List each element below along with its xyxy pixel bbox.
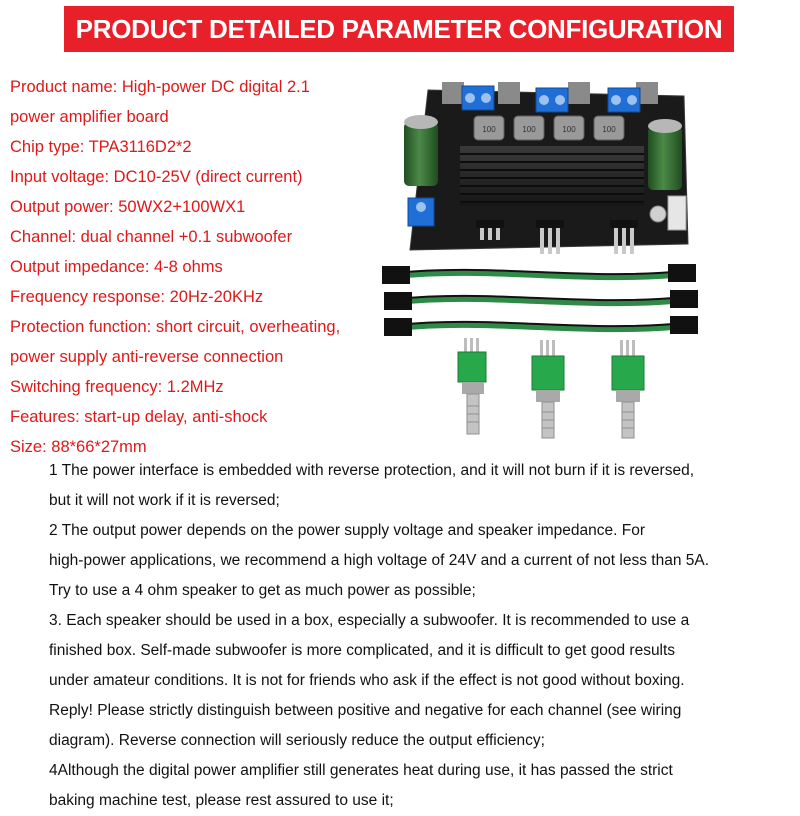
inductor-marking: 100 (482, 125, 496, 134)
note-line: baking machine test, please rest assured to use it; (49, 792, 394, 809)
note-line: 4Although the digital power amplifier still generates heat during use, it has passed the strict (49, 762, 673, 779)
spec-line-product-name-cont: power amplifier board (10, 108, 169, 126)
note-line: finished box. Self-made subwoofer is more complicated, and it is difficult to get good results (49, 642, 676, 659)
note-line: but it will not work if it is reversed; (49, 492, 280, 509)
banner-title: PRODUCT DETAILED PARAMETER CONFIGURATION (75, 13, 723, 44)
inductor-marking: 100 (562, 125, 576, 134)
spec-line-features: Features: start-up delay, anti-shock (10, 408, 268, 426)
note-line: Try to use a 4 ohm speaker to get as much power as possible; (49, 582, 476, 599)
note-line: high-power applications, we recommend a high voltage of 24V and a current of not less than 5A. (49, 552, 710, 569)
ribbon-cable-photo (368, 262, 708, 344)
amplifier-board-photo (398, 74, 698, 260)
spec-line-output-impedance: Output impedance: 4-8 ohms (10, 258, 223, 276)
note-line: 1 The power interface is embedded with reverse protection, and it will not burn if it is reversed, (49, 462, 695, 479)
note-line: Reply! Please strictly distinguish between positive and negative for each channel (see wiring (49, 702, 682, 719)
spec-line-channel: Channel: dual channel +0.1 subwoofer (10, 228, 293, 246)
spec-line-size: Size: 88*66*27mm (10, 438, 147, 456)
note-line: 3. Each speaker should be used in a box, especially a subwoofer. It is recommended to use a (49, 612, 690, 629)
title-banner (64, 6, 734, 52)
note-line: 2 The output power depends on the power supply voltage and speaker impedance. For (49, 522, 645, 539)
spec-line-chip-type: Chip type: TPA3116D2*2 (10, 138, 192, 156)
spec-line-switching-frequency: Switching frequency: 1.2MHz (10, 378, 224, 396)
potentiometer-1 (458, 338, 486, 434)
inductor-marking: 100 (602, 125, 616, 134)
inductor-marking: 100 (522, 125, 536, 134)
spec-line-frequency-response: Frequency response: 20Hz-20KHz (10, 288, 264, 306)
note-line: under amateur conditions. It is not for friends who ask if the effect is not good without boxing. (49, 672, 685, 689)
note-line: diagram). Reverse connection will seriously reduce the output efficiency; (49, 732, 545, 749)
usage-notes (49, 456, 789, 816)
spec-line-product-name: Product name: High-power DC digital 2.1 (10, 78, 310, 96)
spec-line-input-voltage: Input voltage: DC10-25V (direct current) (10, 168, 303, 186)
potentiometer-2 (532, 340, 564, 438)
spec-list (10, 72, 405, 462)
spec-line-protection: Protection function: short circuit, overheating, (10, 318, 341, 336)
spec-line-protection-cont: power supply anti-reverse connection (10, 348, 284, 366)
potentiometer-photo (448, 336, 684, 446)
spec-line-output-power: Output power: 50WX2+100WX1 (10, 198, 246, 216)
potentiometer-3 (612, 340, 644, 438)
